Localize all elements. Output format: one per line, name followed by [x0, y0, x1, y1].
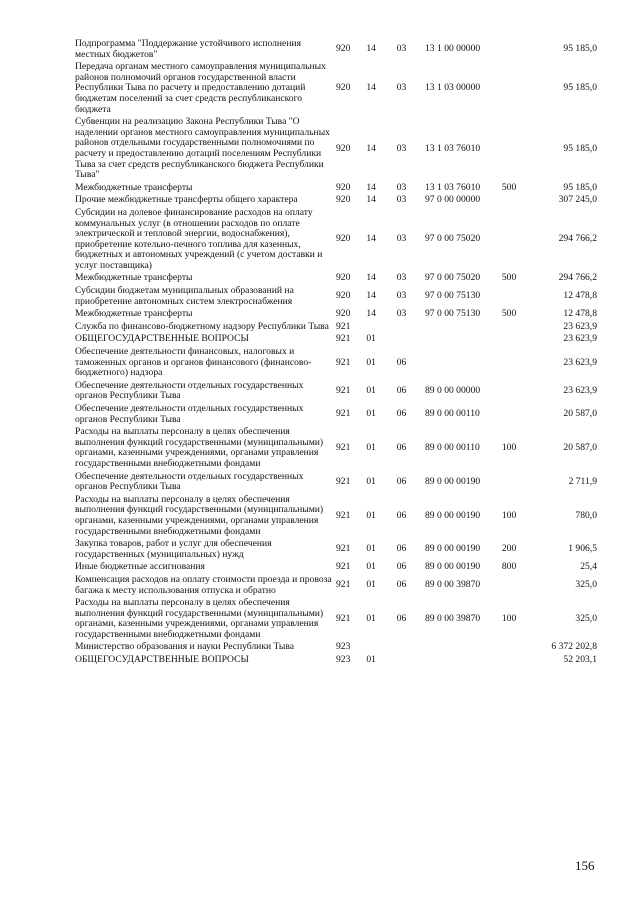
target-article-code: 13 1 03 00000 — [425, 82, 481, 94]
target-article-code: 89 0 00 39870 — [425, 579, 481, 591]
subsection-code: 03 — [396, 194, 407, 206]
ministry-code: 920 — [336, 308, 351, 320]
expense-type-code: 500 — [501, 308, 517, 320]
row-name: Расходы на выплаты персоналу в целях обеспечения выполнения функций государственными (муниципальными) органами, казенными учреждениями, органами управления государственными внебюджетными фондами — [75, 597, 324, 640]
section-code: 01 — [366, 385, 376, 397]
row-name: Закупка товаров, работ и услуг для обеспечения государственных (муниципальных) нужд — [75, 538, 272, 560]
section-code — [366, 321, 396, 334]
row-amount: 2 711,9 — [568, 475, 597, 487]
row-name: Обеспечение деятельности финансовых, налоговых и таможенных органов и органов финансового (финансово-бюджетного) надзора — [75, 346, 312, 379]
table-row — [75, 285, 597, 308]
table-row — [75, 333, 597, 346]
table-row — [75, 346, 597, 380]
expense-type-code — [502, 574, 532, 597]
target-article-code: 89 0 00 00110 — [425, 408, 480, 420]
target-article-code: 97 0 00 75130 — [425, 308, 481, 320]
budget-table-body — [75, 38, 597, 667]
table-row — [75, 194, 597, 207]
subsection-code — [397, 333, 425, 346]
ministry-code: 921 — [336, 475, 351, 487]
ministry-code: 921 — [336, 561, 351, 573]
target-article-code: 13 1 03 76010 — [425, 181, 481, 193]
target-article-code — [425, 346, 502, 380]
expense-type-code: 800 — [501, 561, 517, 573]
row-name: ОБЩЕГОСУДАРСТВЕННЫЕ ВОПРОСЫ — [75, 333, 249, 345]
subsection-code — [397, 321, 425, 334]
row-name: Прочие межбюджетные трансферты общего характера — [75, 194, 298, 206]
table-row — [75, 207, 597, 273]
subsection-code — [397, 641, 425, 654]
table-row — [75, 641, 597, 654]
target-article-code — [425, 641, 502, 654]
expense-type-code: 200 — [501, 543, 517, 555]
row-amount: 12 478,8 — [563, 308, 597, 320]
row-amount: 325,0 — [575, 612, 597, 624]
ministry-code: 921 — [336, 320, 351, 332]
row-name: Подпрограмма "Поддержание устойчивого исполнения местных бюджетов" — [75, 38, 301, 60]
expense-type-code — [502, 207, 532, 273]
expense-type-code — [502, 38, 532, 61]
row-name: Субвенции на реализацию Закона Республики Тыва "О наделении органов местного самоуправления муниципальных районов отдельными государственными полномочиями по расчету и предоставлению дотаций поселениям Республики Тыва за счет средств республиканского бюджета Республики Тыва" — [75, 116, 330, 181]
row-name: Иные бюджетные ассигнования — [75, 561, 205, 573]
subsection-code: 06 — [396, 612, 407, 624]
ministry-code: 920 — [336, 233, 351, 245]
row-name: Служба по финансово-бюджетному надзору Республики Тыва — [75, 320, 329, 332]
ministry-code: 920 — [336, 82, 351, 94]
row-name: Обеспечение деятельности отдельных государственных органов Республики Тыва — [75, 470, 304, 493]
ministry-code: 921 — [336, 543, 351, 555]
row-amount: 95 185,0 — [563, 181, 597, 193]
section-code: 01 — [366, 408, 376, 420]
row-name: Министерство образования и науки Республики Тыва — [75, 641, 294, 653]
subsection-code: 06 — [396, 543, 407, 555]
subsection-code: 06 — [396, 509, 407, 521]
section-code: 14 — [366, 181, 376, 193]
row-amount: 95 185,0 — [563, 142, 597, 154]
table-row — [75, 321, 597, 334]
ministry-code: 921 — [336, 579, 351, 591]
subsection-code: 06 — [396, 442, 407, 454]
ministry-code: 921 — [336, 333, 351, 345]
expense-type-code — [502, 380, 532, 403]
ministry-code: 921 — [336, 356, 351, 368]
target-article-code: 89 0 00 00110 — [425, 442, 480, 454]
subsection-code: 06 — [396, 475, 407, 487]
subsection-code: 06 — [396, 579, 407, 591]
row-amount: 23 623,9 — [563, 333, 597, 345]
target-article-code — [425, 333, 502, 346]
row-name: Компенсация расходов на оплату стоимости проезда и провоза багажа к месту использования отпуска и обратно — [75, 573, 332, 596]
expense-type-code: 500 — [501, 272, 517, 284]
table-row — [75, 38, 597, 61]
subsection-code: 03 — [396, 308, 407, 320]
section-code: 14 — [366, 308, 376, 320]
ministry-code: 921 — [336, 385, 351, 397]
row-amount: 325,0 — [575, 579, 597, 591]
section-code: 14 — [366, 82, 376, 94]
target-article-code: 13 1 00 00000 — [425, 43, 481, 55]
row-amount: 23 623,9 — [563, 356, 597, 368]
table-row — [75, 116, 597, 182]
row-name: Расходы на выплаты персоналу в целях обеспечения выполнения функций государственными (муниципальными) органами, казенными учреждениями, органами управления государственными внебюджетными фондами — [75, 493, 324, 537]
expense-type-code — [502, 61, 532, 116]
section-code: 01 — [366, 561, 376, 573]
section-code: 14 — [366, 233, 376, 245]
row-name: ОБЩЕГОСУДАРСТВЕННЫЕ ВОПРОСЫ — [75, 654, 249, 666]
ministry-code: 920 — [336, 142, 351, 154]
section-code: 14 — [366, 194, 376, 206]
expense-type-code: 100 — [501, 442, 517, 454]
subsection-code: 03 — [396, 272, 407, 284]
expense-type-code — [502, 346, 532, 380]
row-name: Расходы на выплаты персоналу в целях обеспечения выполнения функций государственными (муниципальными) органами, казенными учреждениями, органами управления государственными внебюджетными фондами — [75, 426, 324, 469]
row-amount: 294 766,2 — [558, 272, 597, 284]
section-code: 01 — [366, 543, 376, 555]
table-row — [75, 380, 597, 403]
section-code: 01 — [366, 654, 376, 666]
ministry-code: 923 — [336, 641, 351, 653]
row-amount: 294 766,2 — [558, 233, 597, 245]
row-amount: 20 587,0 — [563, 442, 597, 454]
ministry-code: 920 — [336, 194, 351, 206]
section-code: 01 — [366, 579, 376, 591]
table-row — [75, 597, 597, 641]
row-amount: 95 185,0 — [563, 43, 597, 55]
row-name: Обеспечение деятельности отдельных государственных органов Республики Тыва — [75, 403, 304, 425]
table-row — [75, 654, 597, 667]
ministry-code: 923 — [336, 654, 351, 666]
section-code: 01 — [366, 612, 376, 624]
section-code: 14 — [366, 290, 376, 302]
subsection-code: 03 — [396, 290, 407, 302]
row-amount: 12 478,8 — [563, 290, 597, 302]
subsection-code — [397, 654, 425, 667]
row-amount: 25,4 — [580, 561, 597, 573]
section-code: 01 — [366, 333, 376, 345]
section-code: 01 — [366, 442, 376, 454]
row-amount: 23 623,9 — [563, 320, 597, 332]
row-amount: 20 587,0 — [563, 408, 597, 420]
row-name: Обеспечение деятельности отдельных государственных органов Республики Тыва — [75, 379, 304, 402]
row-amount: 307 245,0 — [558, 194, 597, 206]
subsection-code: 06 — [396, 408, 407, 420]
section-code: 14 — [366, 43, 376, 55]
row-amount: 95 185,0 — [563, 82, 597, 94]
target-article-code: 89 0 00 00190 — [425, 509, 481, 521]
table-row — [75, 494, 597, 538]
row-name: Передача органам местного самоуправления муниципальных районов полномочий органов государственной власти Республики Тыва по расчету и предоставлению дотаций бюджетам поселений за счет средств республиканского бюджета — [75, 61, 326, 115]
table-row — [75, 538, 597, 561]
expense-type-code: 100 — [501, 509, 517, 521]
page-number: 156 — [575, 858, 595, 873]
budget-table — [75, 38, 597, 667]
row-amount: 1 906,5 — [568, 543, 597, 555]
section-code — [366, 641, 396, 654]
target-article-code — [425, 654, 502, 667]
table-row — [75, 426, 597, 470]
ministry-code: 921 — [336, 509, 351, 521]
target-article-code: 97 0 00 75020 — [425, 233, 481, 245]
subsection-code: 06 — [396, 561, 407, 573]
target-article-code: 89 0 00 39870 — [425, 612, 481, 624]
target-article-code: 97 0 00 75130 — [425, 290, 481, 302]
target-article-code: 89 0 00 00190 — [425, 561, 481, 573]
table-row — [75, 561, 597, 574]
row-amount: 52 203,1 — [563, 654, 597, 666]
table-row — [75, 272, 597, 285]
target-article-code: 97 0 00 75020 — [425, 272, 481, 284]
ministry-code: 921 — [336, 442, 351, 454]
ministry-code: 921 — [336, 612, 351, 624]
row-name: Субсидии на долевое финансирование расходов на оплату коммунальных услуг (в отношении расходов по оплате электрической и тепловой энергии, водоснабжения), приобретение котельно-печного топлива для казенных, бюджетных и автономных учреждений (с учетом доставки и услуг поставщика) — [75, 206, 323, 271]
table-row — [75, 403, 597, 426]
target-article-code: 97 0 00 00000 — [425, 194, 481, 206]
expense-type-code — [502, 333, 532, 346]
table-row — [75, 308, 597, 321]
ministry-code: 920 — [336, 43, 351, 55]
subsection-code: 03 — [396, 82, 407, 94]
ministry-code: 920 — [336, 272, 351, 284]
target-article-code: 89 0 00 00190 — [425, 475, 481, 487]
row-name: Межбюджетные трансферты — [75, 181, 193, 193]
table-row — [75, 471, 597, 494]
expense-type-code: 100 — [501, 612, 517, 624]
target-article-code: 89 0 00 00190 — [425, 543, 481, 555]
row-name: Межбюджетные трансферты — [75, 308, 193, 320]
row-name: Субсидии бюджетам муниципальных образований на приобретение автономных систем электроснабжения — [75, 285, 294, 307]
row-amount: 23 623,9 — [563, 385, 597, 397]
expense-type-code — [502, 654, 532, 667]
subsection-code: 03 — [396, 233, 407, 245]
row-amount: 780,0 — [575, 509, 597, 521]
subsection-code: 03 — [396, 181, 407, 193]
section-code: 01 — [366, 475, 376, 487]
ministry-code: 921 — [336, 408, 351, 420]
table-row — [75, 574, 597, 597]
expense-type-code — [502, 321, 532, 334]
target-article-code: 89 0 00 00000 — [425, 385, 481, 397]
target-article-code — [425, 321, 502, 334]
subsection-code: 06 — [396, 356, 407, 368]
expense-type-code — [502, 285, 532, 308]
expense-type-code — [502, 471, 532, 494]
target-article-code: 13 1 03 76010 — [425, 142, 481, 154]
row-name: Межбюджетные трансферты — [75, 272, 193, 284]
subsection-code: 03 — [396, 142, 407, 154]
section-code: 14 — [366, 272, 376, 284]
ministry-code: 920 — [336, 290, 351, 302]
row-amount: 6 372 202,8 — [551, 641, 597, 653]
expense-type-code — [502, 403, 532, 426]
table-row — [75, 61, 597, 116]
table-row — [75, 182, 597, 195]
subsection-code: 06 — [396, 385, 407, 397]
expense-type-code: 500 — [501, 181, 517, 193]
ministry-code: 920 — [336, 181, 351, 193]
section-code: 14 — [366, 142, 376, 154]
expense-type-code — [502, 641, 532, 654]
expense-type-code — [502, 194, 532, 207]
subsection-code: 03 — [396, 43, 407, 55]
section-code: 01 — [366, 509, 376, 521]
section-code: 01 — [366, 356, 376, 368]
expense-type-code — [502, 116, 532, 182]
